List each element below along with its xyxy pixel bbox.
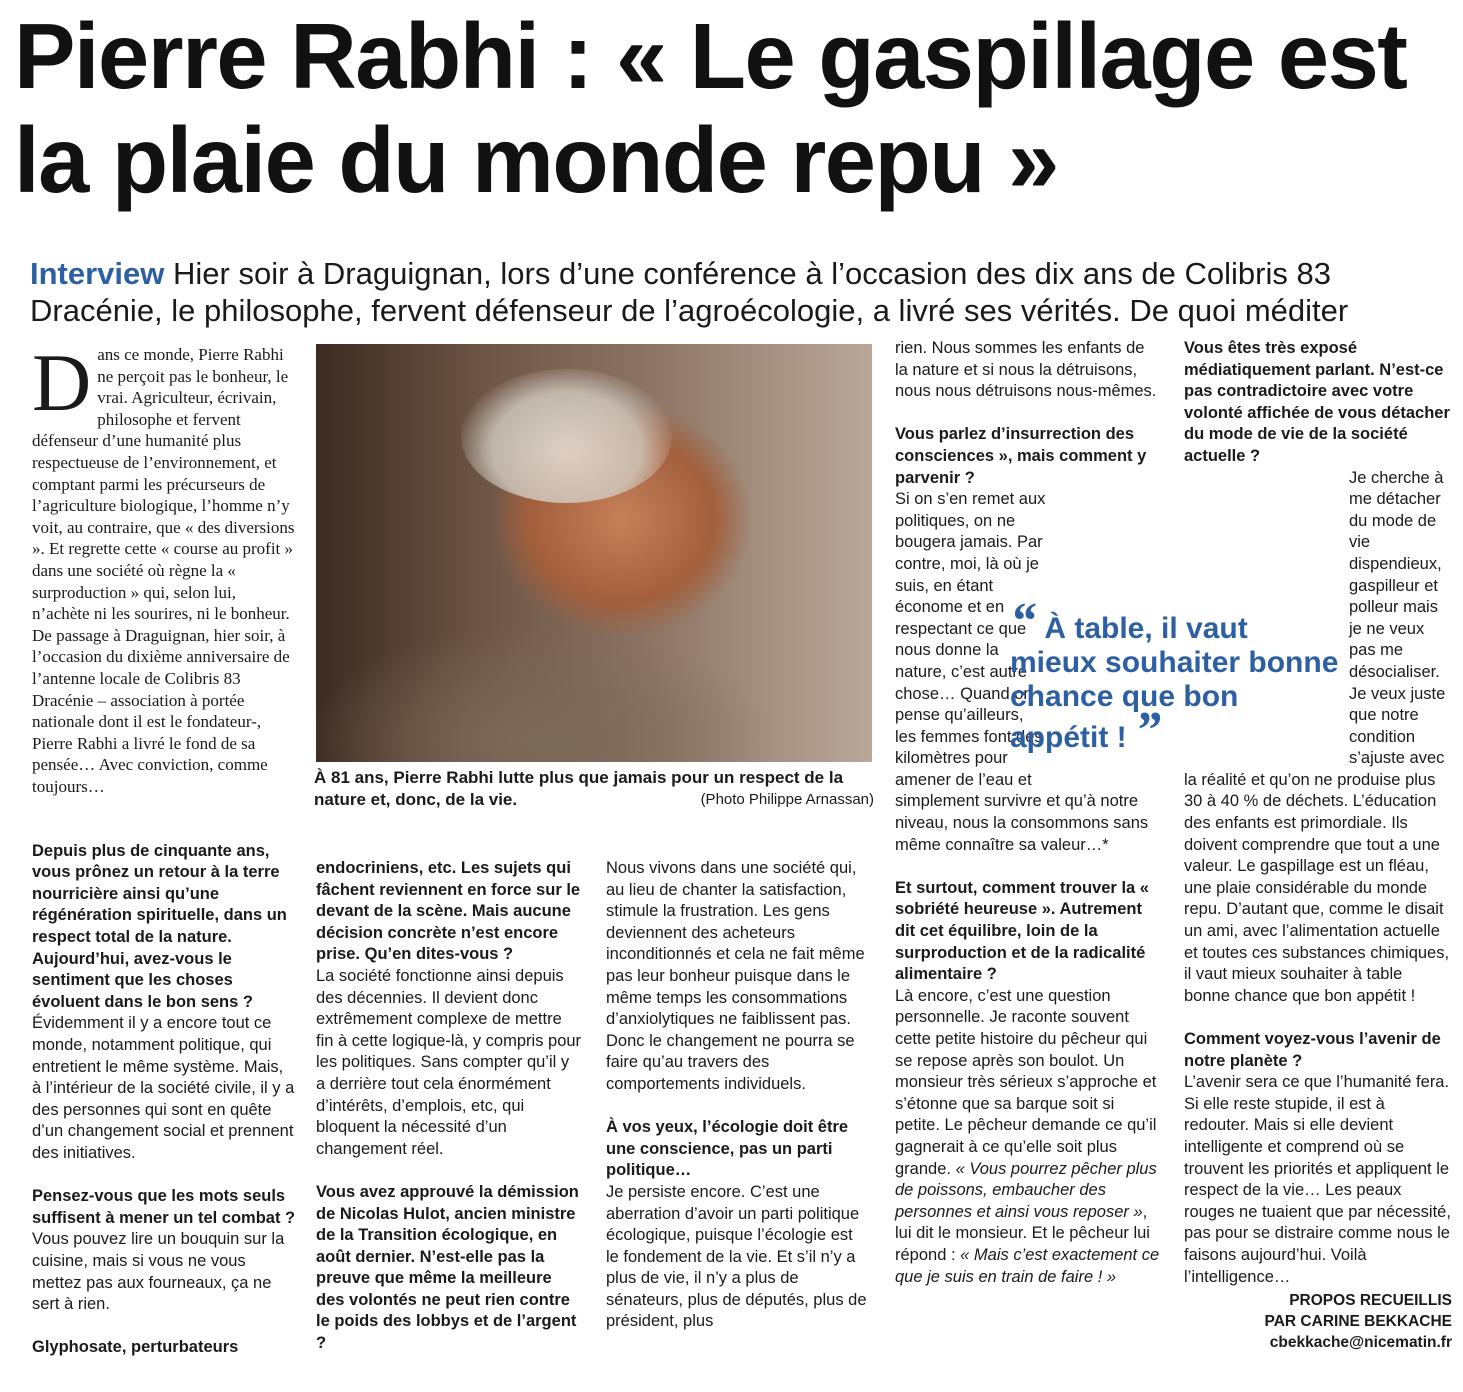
answer-1: Évidemment il y a encore tout ce monde, notamment politique, qui entretient le même système. Mais, à l’intérieur de la société civile, il y a des personnes qui sont en quête d’un changement social et prennent des initiatives.	[32, 1014, 295, 1162]
answer-3: La société fonctionne ainsi depuis des décennies. Il devient donc extrêmement complexe de mettre fin à cette logique-là, y compris pour les politiques. Sans compter qu’il y a derrière tout cela énormément d’intérêts, d’emplois, etc, qui bloquent la nécessité d’un changement réel.	[316, 966, 582, 1158]
question-1: Depuis plus de cinquante ans, vous prônez un retour à la terre nourricière ainsi qu’une régénération spirituelle, dans un respect total de la nature. Aujourd’hui, avez-vous le sentiment que les choses évoluent dans le bon sens ?	[32, 841, 287, 1011]
photo-caption	[314, 767, 874, 811]
answer-5: Je persiste encore. C’est une aberration d’avoir un parti politique écologique, puisque l’écologie est le fondement de la vie. Et s’il n’y a plus de vie, il n’y a plus de sénateurs, plus de députés, plus de président, plus	[606, 1182, 867, 1331]
column-1	[32, 337, 296, 1359]
column-4	[895, 338, 1161, 1288]
question-4: Vous avez approuvé la démission de Nicolas Hulot, ancien ministre de la Transition écologique, en août dernier. N’est-elle pas la preuve que même la meilleure des volontés ne peut rien contre le poids des lobbys et de l’argent ?	[316, 1182, 579, 1353]
answer-6: Si on s’en remet aux politiques, on ne bougera jamais. Par contre, moi, là où je suis, en étant économe et en respectant ce que nous donne la nature, c’est autre chose… Quand on pense qu’ailleurs, les femmes font des kilomètres pour amener de l’eau et simplement survivre et qu’à notre niveau, nous la consommons sans même connaître sa valeur…*	[895, 490, 1149, 854]
standfirst-text: Hier soir à Draguignan, lors d’une conférence à l’occasion des dix ans de Colibris 83 Dracénie, le philosophe, fervent défenseur de l’agroécologie, a livré ses vérités. De quoi méditer	[30, 256, 1349, 328]
answer-2: Vous pouvez lire un bouquin sur la cuisine, mais si vous ne vous mettez pas aux fourneaux, ça ne sert à rien.	[32, 1230, 285, 1314]
pull-quote-text: À table, il vaut mieux souhaiter bonne chance que bon appétit !	[1010, 612, 1339, 754]
drop-cap: D	[32, 337, 92, 428]
headline: Pierre Rabhi : « Le gaspillage est la plaie du monde repu »	[14, 4, 1407, 212]
close-quote-mark: ”	[1135, 702, 1162, 759]
column-3	[606, 858, 870, 1333]
column-5	[1184, 338, 1452, 1288]
answer-4: Nous vivons dans une société qui, au lieu de chanter la satisfaction, stimule la frustration. Les gens deviennent des acheteurs inconditionnés et cela ne fait même pas leur bonheur puisque dans le même temps les consommations d’anxiolytiques ne faiblissent pas. Donc le changement ne pourra se faire qu’au travers des comportements individuels.	[606, 859, 865, 1093]
question-3-end: endocriniens, etc. Les sujets qui fâchent reviennent en force sur le devant de la scène. Mais aucune décision concrète n’est encore prise. Qu’en dites-vous ?	[316, 859, 581, 964]
answer-9: L’avenir sera ce que l’humanité fera. Si elle reste stupide, il est à redouter. Mais si elle devient intelligente et comprend où se trouvent les priorités et appliquent le respect de la vie… Les peaux rouges ne tuaient que par nécessité, pas pour se distraire comme nous le faisons aujourd’hui. Voilà l’intelligence…	[1184, 1073, 1451, 1286]
question-9: Comment voyez-vous l’avenir de notre planète ?	[1184, 1030, 1441, 1070]
column-2	[316, 858, 582, 1355]
question-6: Vous parlez d’insurrection des consciences », mais comment y parvenir ?	[895, 425, 1147, 487]
answer-8: Je cherche à me détacher du mode de vie dispendieux, gaspilleur et polleur mais je ne veux pas me désocialiser. Je veux juste que notre condition s’ajuste avec la réalité et qu’on ne produise plus 30 à 40 % de déchets. L’éducation des enfants est primordiale. Ils doivent comprendre que tout a une valeur. Le gaspillage est un fléau, une plaie considérable du monde repu. D’autant que, comme le disait un ami, avec l’alimentation actuelle et toutes ces substances chimiques, il vaut mieux souhaiter à table bonne chance que bon appétit !	[1184, 468, 1450, 1005]
kicker-interview: Interview	[30, 256, 165, 291]
question-3-start: Glyphosate, perturbateurs	[32, 1338, 239, 1357]
caption-text: À 81 ans, Pierre Rabhi lutte plus que jamais pour un respect de la nature et, donc, de la vie.	[314, 768, 844, 809]
pull-quote	[1010, 593, 1340, 759]
byline-line-2: PAR CARINE BEKKACHE	[1264, 1313, 1452, 1330]
author-email[interactable]: cbekkache@nicematin.fr	[1269, 1334, 1452, 1351]
question-8: Vous êtes très exposé médiatiquement parlant. N’est-ce pas contradictoire avec votre volonté affichée de vous détacher du mode de vie de la société actuelle ?	[1184, 339, 1450, 465]
lede-text: ans ce monde, Pierre Rabhi ne perçoit pas le bonheur, le vrai. Agriculteur, écrivain, philosophe et fervent défenseur d’une humanité plus respectueuse de l’environnement, et comptant parmi les précurseurs de l’agriculture biologique, l’homme n’y voit, au contraire, que « des diversions ». Et regrette cette « course au profit » dans une société où règne la « surproduction » qui, selon lui, n’achète ni les sourires, ni le bonheur. De passage à Draguignan, hier soir, à l’occasion du dixième anniversaire de l’antenne locale de Colibris 83 Dracénie – association à portée nationale dont il est le fondateur-, Pierre Rabhi a livré le fond de sa pensée… Avec conviction, comme toujours…	[32, 345, 295, 796]
lede	[32, 337, 296, 797]
byline	[1190, 1290, 1452, 1353]
byline-line-1: PROPOS RECUEILLIS	[1289, 1292, 1452, 1309]
standfirst	[30, 255, 1450, 329]
portrait-photo	[316, 344, 872, 762]
answer-5-end: rien. Nous sommes les enfants de la nature et si nous la détruisons, nous nous détruisons nous-mêmes.	[895, 339, 1157, 401]
question-2: Pensez-vous que les mots seuls suffisent à mener un tel combat ?	[32, 1187, 296, 1227]
answer-7: Là encore, c’est une question personnelle. Je raconte souvent cette petite histoire du pêcheur qui se repose après son boulot. Un monsieur très sérieux s’approche et s’étonne que sa barque soit si petite. Le pêcheur demande ce qu’il gagnerait à ce qu’elle soit plus grande. « Vous pourrez pêcher plus de poissons, embaucher des personnes et ainsi vous reposer », lui dit le monsieur. Et le pêcheur lui répond : « Mais c’est exactement ce que je suis en train de faire ! »	[895, 986, 1160, 1286]
question-7: Et surtout, comment trouver la « sobriété heureuse ». Autrement dit cet équilibre, loin de la surproduction et de la radicalité alimentaire ?	[895, 878, 1149, 984]
open-quote-mark: “	[1010, 593, 1036, 650]
photo-credit: (Photo Philippe Arnassan)	[700, 791, 874, 808]
question-5: À vos yeux, l’écologie doit être une conscience, pas un parti politique…	[606, 1118, 849, 1180]
